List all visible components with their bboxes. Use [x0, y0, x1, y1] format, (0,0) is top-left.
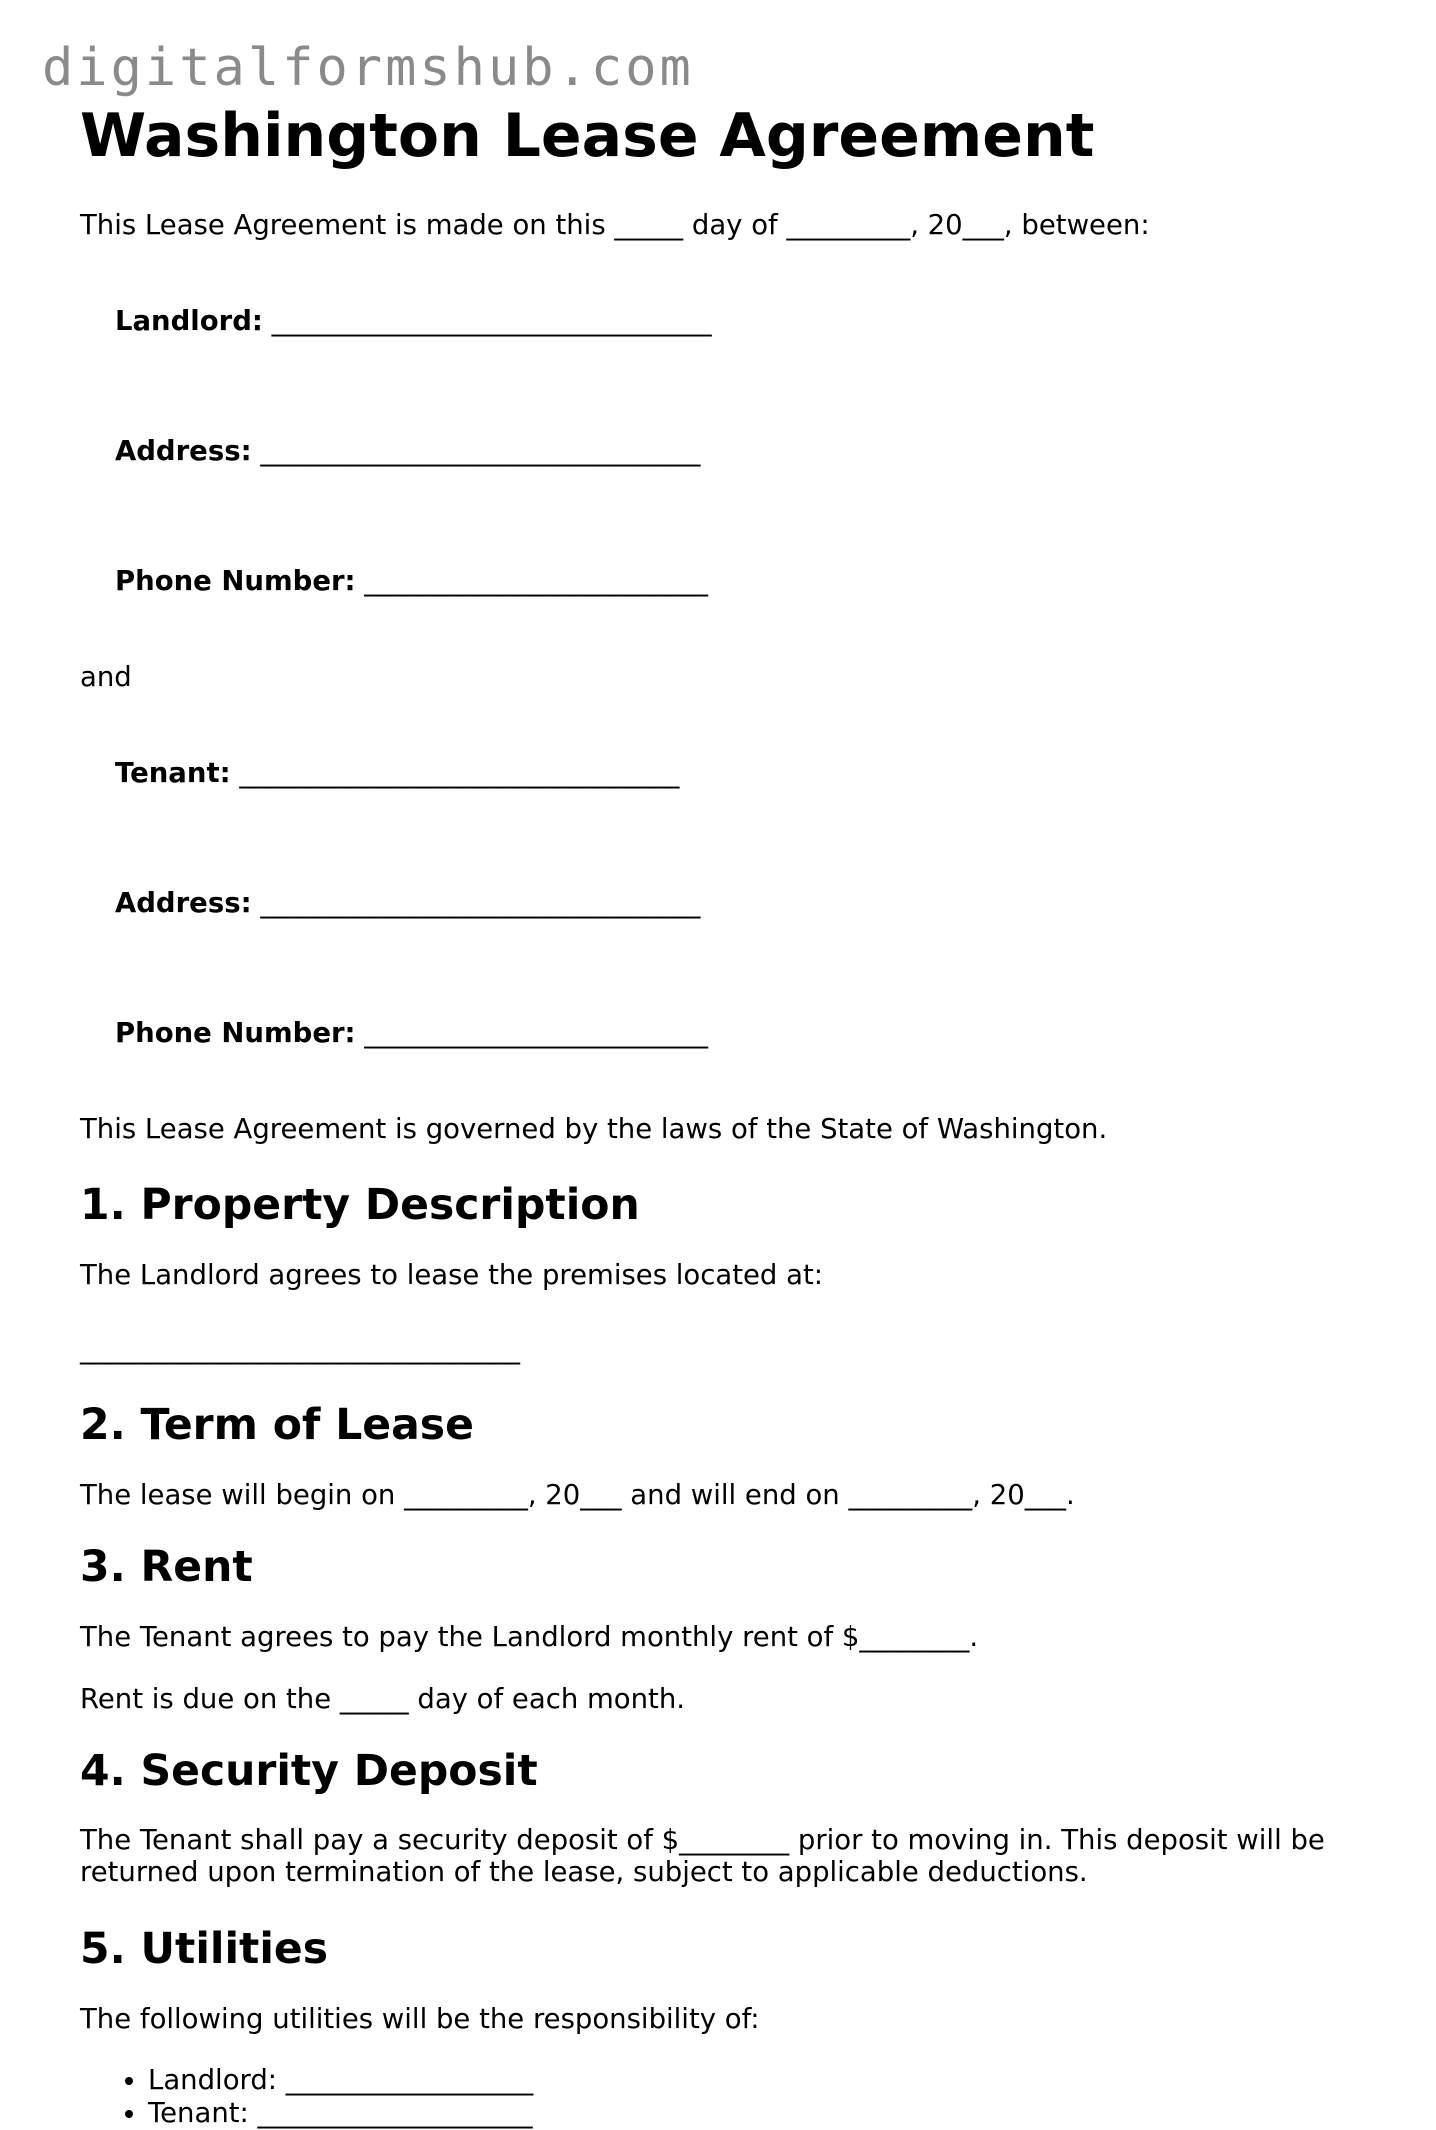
- utilities-landlord-item[interactable]: • Landlord: __________________: [148, 2064, 1380, 2097]
- landlord-address-label: Address:: [114, 435, 252, 467]
- tenant-phone-blank[interactable]: _________________________: [364, 1017, 709, 1049]
- section-property-heading: 1. Property Description: [80, 1181, 640, 1230]
- section-utilities-text: The following utilities will be the responsibility of:: [80, 2003, 760, 2035]
- and-text: and: [80, 661, 132, 693]
- tenant-name-field: [80, 722, 1380, 824]
- section-deposit-text: The Tenant shall pay a security deposit of $________ prior to moving in. This deposit will be returned upon termination of the lease, subject to applicable deductions.: [80, 1824, 1325, 1888]
- tenant-address-label: Address:: [114, 887, 252, 919]
- document-page: [80, 100, 1380, 2130]
- section-deposit-heading: 4. Security Deposit: [80, 1747, 538, 1796]
- landlord-name-blank[interactable]: ________________________________: [271, 305, 712, 337]
- governing-law-text: This Lease Agreement is governed by the laws of the State of Washington.: [80, 1113, 1108, 1145]
- landlord-address-blank[interactable]: ________________________________: [260, 435, 701, 467]
- tenant-address-field: [80, 852, 1380, 954]
- landlord-name-field: [80, 270, 1380, 372]
- utilities-list: [80, 2064, 1380, 2130]
- section-property-text: The Landlord agrees to lease the premises located at:: [80, 1259, 824, 1291]
- intro-text: This Lease Agreement is made on this _____ day of _________, 20___, between:: [80, 209, 1150, 241]
- section-rent-due-text: Rent is due on the _____ day of each month.: [80, 1683, 685, 1715]
- section-utilities-heading: 5. Utilities: [80, 1925, 329, 1974]
- tenant-phone-label: Phone Number:: [114, 1017, 356, 1049]
- landlord-address-field: [80, 400, 1380, 502]
- section-rent-heading: 3. Rent: [80, 1543, 253, 1592]
- section-term-heading: 2. Term of Lease: [80, 1401, 474, 1450]
- section-rent-text: The Tenant agrees to pay the Landlord monthly rent of $________.: [80, 1621, 979, 1653]
- landlord-phone-label: Phone Number:: [114, 565, 356, 597]
- property-address-blank[interactable]: ________________________________: [80, 1333, 520, 1365]
- tenant-name-label: Tenant:: [114, 757, 231, 789]
- tenant-name-blank[interactable]: ________________________________: [239, 757, 680, 789]
- utilities-tenant-item[interactable]: • Tenant: ____________________: [148, 2097, 1380, 2130]
- landlord-name-label: Landlord:: [114, 305, 263, 337]
- landlord-phone-field: [80, 530, 1380, 632]
- section-term-text: The lease will begin on _________, 20___ and will end on _________, 20___.: [80, 1479, 1075, 1511]
- watermark: digitalformshub.com: [42, 38, 694, 98]
- tenant-address-blank[interactable]: ________________________________: [260, 887, 701, 919]
- document-title: Washington Lease Agreement: [80, 101, 1095, 171]
- landlord-phone-blank[interactable]: _________________________: [364, 565, 709, 597]
- tenant-phone-field: [80, 982, 1380, 1084]
